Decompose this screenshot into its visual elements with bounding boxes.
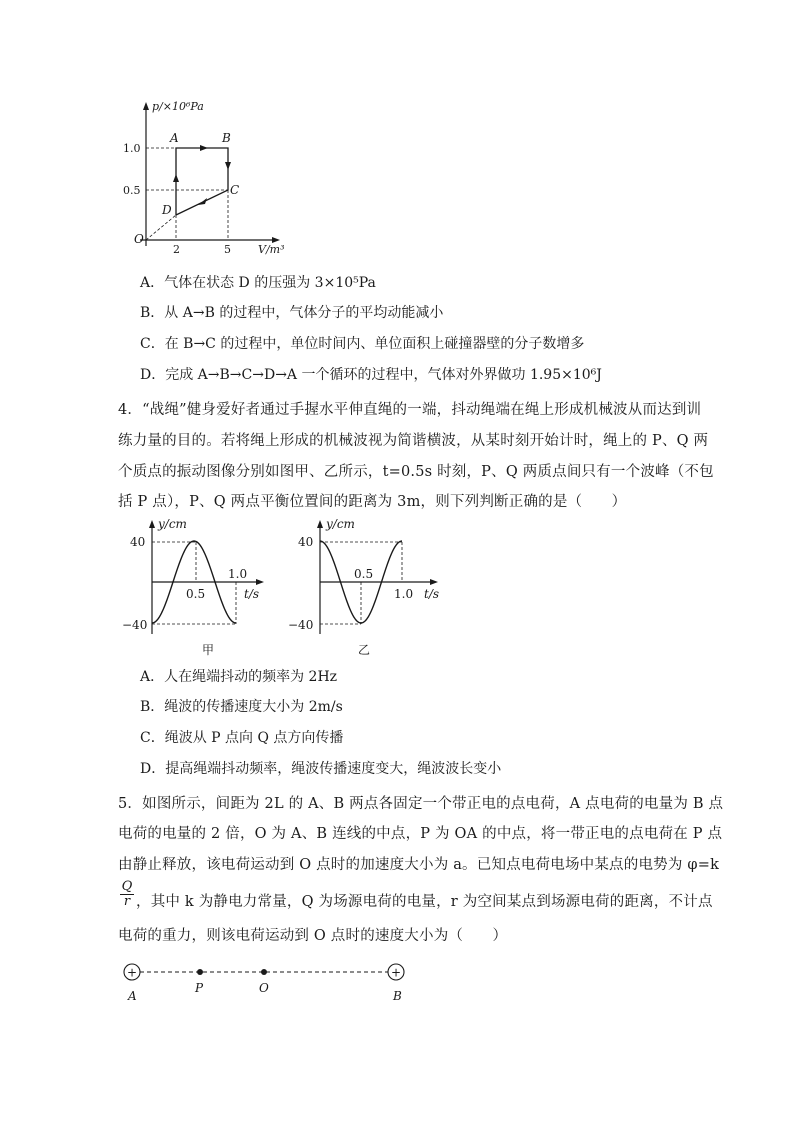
pv-guide-origin	[146, 215, 176, 240]
yi-caption: 乙	[358, 643, 371, 657]
q3-option-b: B．从 A→B 的过程中，气体分子的平均动能减小	[140, 305, 444, 321]
jia-xlabel: t/s	[244, 587, 260, 601]
pv-xtick-2: 5	[224, 243, 231, 256]
pv-label-b: B	[222, 131, 231, 145]
yi-xtick-1: 0.5	[354, 567, 374, 581]
pv-arrow-da	[173, 174, 179, 182]
q4-stem-2: 练力量的目的。若将绳上形成的机械波视为简谐横波，从某时刻开始计时，绳上的 P、Q 两	[118, 433, 709, 449]
q4-stem-1: 4．“战绳”健身爱好者通过手握水平伸直绳的一端，抖动绳端在绳上形成机械波从而达到训	[118, 402, 702, 418]
yi-ytick-1: 40	[298, 535, 314, 549]
point-o	[261, 969, 267, 975]
q3-option-a: A．气体在状态 D 的压强为 3×10⁵Pa	[140, 275, 376, 291]
jia-xtick-1: 0.5	[186, 587, 206, 601]
q4-option-d: D．提高绳端抖动频率，绳波传播速度变大，绳波波长变小	[140, 761, 502, 777]
yi-y-arrow	[317, 520, 323, 528]
jia-caption: 甲	[202, 643, 215, 657]
charge-a-symbol: +	[126, 965, 138, 980]
pv-arrow-cd	[198, 198, 207, 205]
jia-xtick-2: 1.0	[228, 567, 248, 581]
q3-option-c: C．在 B→C 的过程中，单位时间内、单位面积上碰撞器壁的分子数增多	[140, 336, 585, 352]
fraction-denominator: r	[123, 894, 131, 909]
yi-ylabel: y/cm	[326, 517, 355, 531]
label-p: P	[195, 981, 204, 995]
pv-label-a: A	[170, 131, 179, 145]
q5-stem-1: 5．如图所示，间距为 2L 的 A、B 两点各固定一个带正电的点电荷，A 点电荷的电量为 B 点	[118, 796, 724, 812]
q4-option-b: B．绳波的传播速度大小为 2m/s	[140, 699, 343, 715]
label-a: A	[128, 989, 137, 1003]
q4-stem-4: 括 P 点），P、Q 两点平衡位置间的距离为 3m，则下列判断正确的是（ ）	[118, 494, 627, 510]
q4-stem-3: 个质点的振动图像分别如图甲、乙所示，t=0.5s 时刻，P、Q 两质点间只有一个波峰（不包	[118, 464, 714, 480]
pv-ylabel: p/×10⁶Pa	[152, 100, 204, 113]
potential-fraction	[120, 880, 134, 909]
q5-stem-5: 电荷的重力，则该电荷运动到 O 点时的速度大小为（ ）	[118, 928, 508, 944]
pv-arrow-bc	[225, 162, 231, 170]
pv-cycle	[176, 148, 228, 215]
jia-y-arrow	[149, 520, 155, 528]
pv-label-d: D	[162, 203, 172, 217]
q5-stem-4: ，其中 k 为静电力常量，Q 为场源电荷的电量，r 为空间某点到场源电荷的距离，不计点	[136, 894, 713, 910]
label-o: O	[259, 981, 269, 995]
q4-option-c: C．绳波从 P 点向 Q 点方向传播	[140, 730, 344, 746]
pv-origin: O	[134, 232, 144, 246]
yi-xtick-2: 1.0	[394, 587, 414, 601]
q4-option-a: A．人在绳端抖动的频率为 2Hz	[140, 669, 338, 685]
yi-ytick-2: −40	[288, 618, 314, 632]
q5-stem-2: 电荷的电量的 2 倍，O 为 A、B 连线的中点，P 为 OA 的中点，将一带正电的点电荷在 P 点	[118, 826, 723, 842]
jia-x-arrow	[256, 579, 264, 585]
pv-ytick-1: 1.0	[123, 142, 141, 155]
jia-ylabel: y/cm	[158, 517, 187, 531]
q3-option-d: D．完成 A→B→C→D→A 一个循环的过程中，气体对外界做功 1.95×10⁶J	[140, 367, 602, 383]
jia-ytick-1: 40	[130, 535, 146, 549]
jia-ytick-2: −40	[122, 618, 148, 632]
point-p	[197, 969, 203, 975]
label-b: B	[393, 989, 402, 1003]
pv-ytick-2: 0.5	[123, 184, 141, 197]
pv-xlabel: V/m³	[258, 243, 285, 256]
pv-diagram	[118, 98, 298, 258]
yi-xlabel: t/s	[424, 587, 440, 601]
yi-x-arrow	[430, 579, 438, 585]
graph-yi	[282, 516, 452, 658]
charge-b-symbol: +	[390, 965, 402, 980]
q5-stem-3: 由静止释放，该电荷运动到 O 点时的加速度大小为 a。已知点电荷电场中某点的电势为 φ=k	[118, 857, 720, 873]
pv-arrow-ab	[200, 145, 208, 151]
graph-jia	[118, 516, 278, 658]
pv-y-arrow	[143, 102, 149, 110]
pv-xtick-1: 2	[173, 243, 180, 256]
pv-label-c: C	[230, 183, 240, 197]
fraction-numerator: Q	[121, 879, 133, 894]
charges-figure	[118, 958, 418, 1006]
